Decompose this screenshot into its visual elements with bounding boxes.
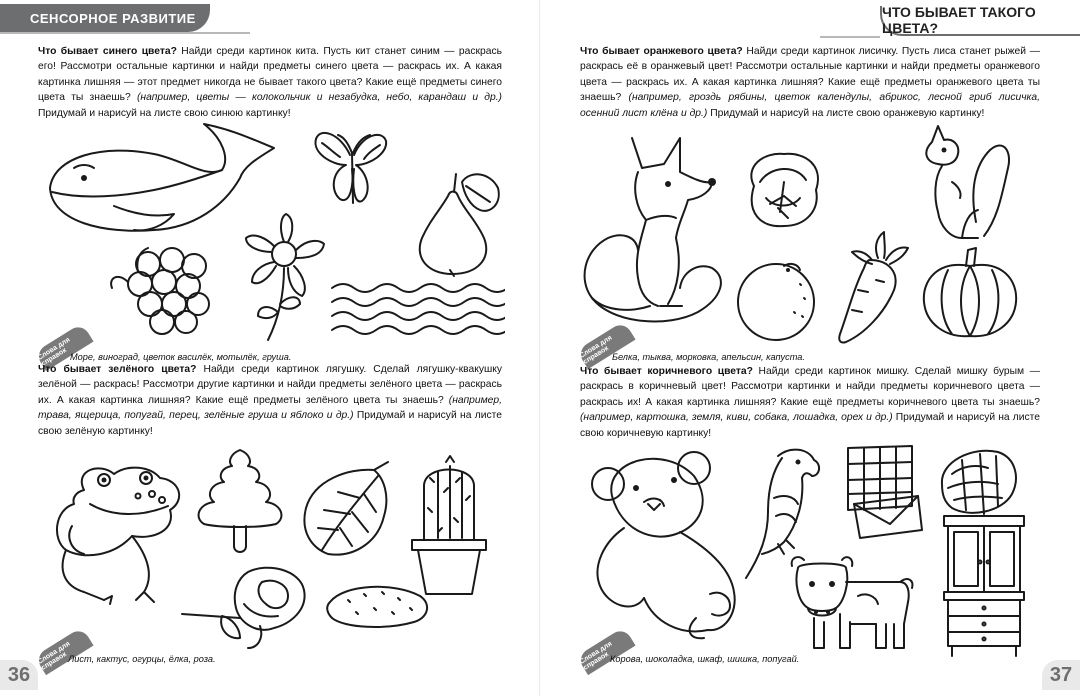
cabbage-picture (740, 146, 826, 232)
task-brown: Что бывает коричневого цвета? Найди среди картинок мишку. Сделай мишку бурым — раскрась в коричневый цвет! Рассмотри картинки и найди предметы коричневого цвета — раскрась их! А какая картинка лишняя? Какие ещё предметы коричневого цвета ты знаешь? (например, картошка, земля, киви, собака, лошадка, орех и др.) Придумай и нарисуй на листе свою коричневую картинку! (580, 366, 1040, 439)
sea-waves-picture (330, 282, 505, 337)
answer-blue: Море, виноград, цветок василёк, мотылёк, груша. (70, 352, 292, 362)
hint-label: Слова для справок (34, 627, 93, 675)
cornflower-picture (238, 212, 328, 344)
page-number-left: 36 (0, 660, 38, 690)
butterfly-picture (310, 125, 390, 213)
pine-cone-picture (932, 444, 1022, 520)
task-blue: Что бывает синего цвета? Найди среди картинок кита. Пусть кит станет синим — раскрась его! Рассмотри остальные картинки и найди предметы синего цвета — раскрась их. А какая картинка лишняя — этот предмет никогда не бывает такого цвета? Какие ещё предметы синего цвета ты знаешь? (например, цветы — колокольчик и незабудка, небо, карандаш и др.) Придумай и нарисуй на листе свою синюю картинку! (38, 46, 502, 119)
hint-label: Слова для справок (576, 627, 635, 675)
chocolate-picture (842, 444, 926, 540)
task-green: Что бывает зелёного цвета? Найди среди картинок лягушку. Сделай лягушку-квакушку зелёной — раскрась! Рассмотри другие картинки и найди предметы зелёного цвета — раскрась их. А какая картинка лишняя? Какие ещё предметы зелёного цвета ты знаешь? (например, трава, ящерица, попугай, перец, зелёные груша и яблоко и др.) Придумай и нарисуй на листе свою зелёную картинку! (38, 364, 502, 437)
right-page (540, 0, 1080, 696)
squirrel-picture (912, 122, 1012, 246)
header-line (820, 36, 880, 38)
page-number-right: 37 (1042, 660, 1080, 690)
answer-brown: Корова, шоколадка, шкаф, шишка, попугай. (610, 654, 800, 664)
bear-picture (584, 446, 754, 642)
hint-label: Слова для справок (34, 323, 93, 371)
hint-label: Слова для справок (576, 321, 635, 369)
section-title: ЧТО БЫВАЕТ ТАКОГО ЦВЕТА? (880, 6, 1080, 36)
cactus-picture (404, 452, 494, 597)
grapes-picture (108, 242, 218, 338)
leaf-picture (298, 460, 398, 560)
pumpkin-picture (918, 246, 1022, 342)
answer-green: Лист, кактус, огурцы, ёлка, роза. (68, 654, 216, 664)
header-line (0, 32, 250, 34)
answer-orange: Белка, тыква, морковка, апельсин, капуста. (612, 352, 805, 362)
wardrobe-picture (940, 512, 1028, 658)
frog-picture (44, 460, 194, 610)
task-orange: Что бывает оранжевого цвета? Найди среди картинок лисичку. Пусть лиса станет рыжей — раскрась её в оранжевый цвет! Рассмотри остальные картинки и найди предметы оранжевого цвета — раскрась их. А какая картинка лишняя? Какие ещё предметы оранжевого цвета ты знаешь? (например, гроздь рябины, цветок календулы, абрикос, лесной гриб лисичка, осенний лист клёна и др.) Придумай и нарисуй на листе свою оранжевую картинку! (580, 46, 1040, 119)
cow-picture (784, 552, 916, 654)
orange-fruit-picture (730, 254, 822, 346)
carrot-picture (828, 230, 910, 348)
pear-picture (410, 166, 505, 278)
section-header: СЕНСОРНОЕ РАЗВИТИЕ (0, 4, 210, 32)
cucumber-picture (324, 578, 434, 636)
fir-tree-picture (190, 446, 290, 560)
rose-picture (178, 562, 318, 652)
